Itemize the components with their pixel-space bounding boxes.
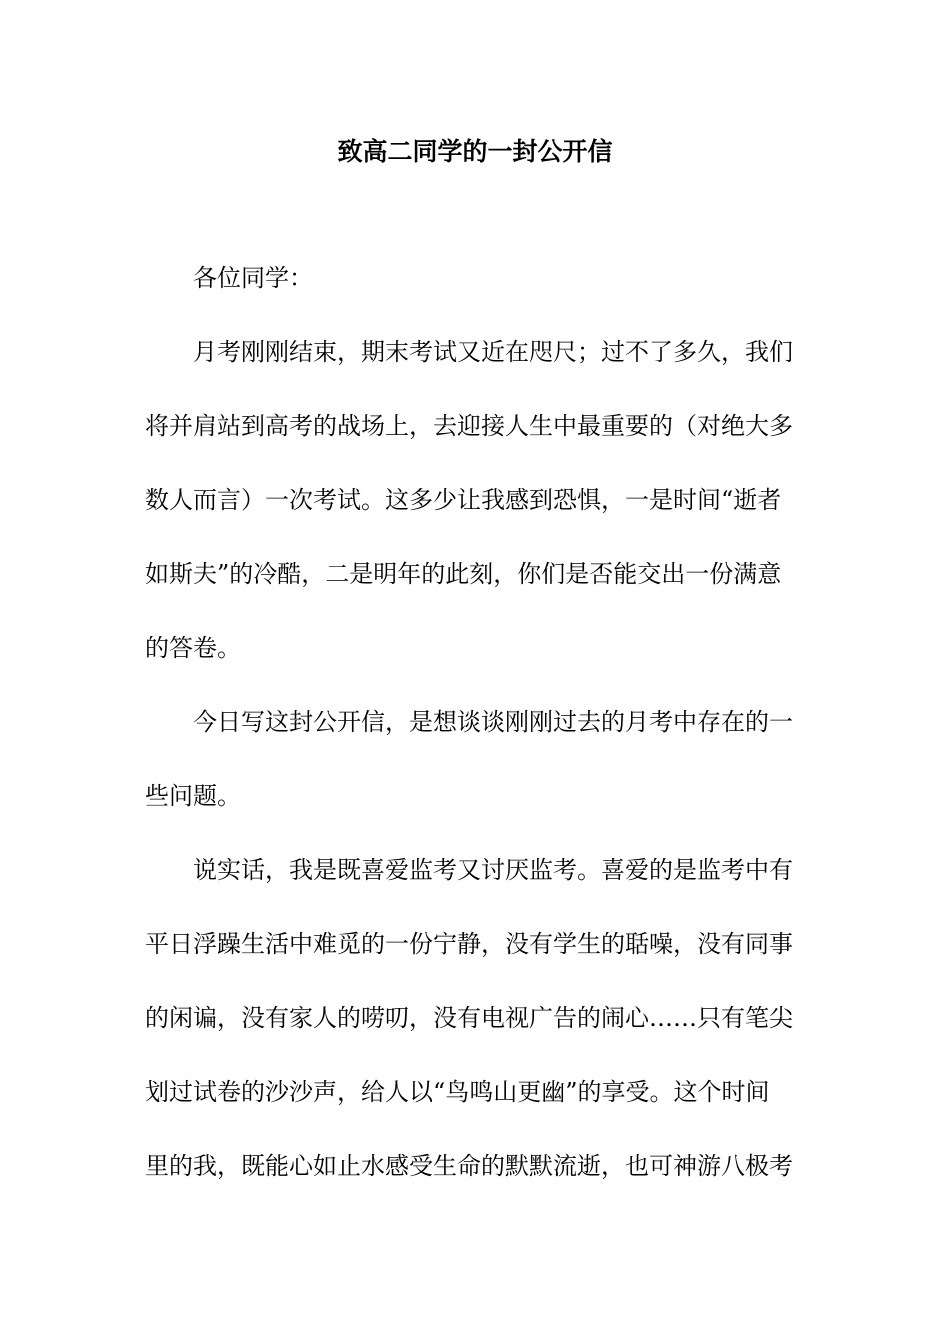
paragraph-line: 今日写这封公开信，是想谈谈刚刚过去的月考中存在的一 [193,708,793,736]
paragraph-line: 划过试卷的沙沙声，给人以“鸟鸣山更幽”的享受。这个时间 [145,1078,770,1106]
paragraph-1 [145,328,807,698]
paragraph-line: 将并肩站到高考的战场上，去迎接人生中最重要的（对绝大多 [145,412,793,440]
paragraph-line: 平日浮躁生活中难觅的一份宁静，没有学生的聒噪，没有同事 [145,930,793,958]
greeting: 各位同学： [193,264,313,292]
paragraph-line: 数人而言）一次考试。这多少让我感到恐惧，一是时间“逝者 [145,486,782,514]
paragraph-line: 些问题。 [145,782,241,810]
paragraph-line: 的答卷。 [145,634,241,662]
paragraph-line: 月考刚刚结束，期末考试又近在咫尺；过不了多久，我们 [193,338,793,366]
document-title: 致高二同学的一封公开信 [337,137,613,166]
paragraph-line: 的闲谝，没有家人的唠叨，没有电视广告的闹心……只有笔尖 [145,1004,793,1032]
document-body [145,254,807,1216]
paragraph-line: 说实话，我是既喜爱监考又讨厌监考。喜爱的是监考中有 [193,856,793,884]
paragraph-3 [145,846,807,1216]
paragraph-line: 里的我，既能心如止水感受生命的默默流逝，也可神游八极考 [145,1152,793,1180]
paragraph-2 [145,698,807,846]
paragraph-line: 如斯夫”的冷酷，二是明年的此刻，你们是否能交出一份满意 [145,560,782,588]
